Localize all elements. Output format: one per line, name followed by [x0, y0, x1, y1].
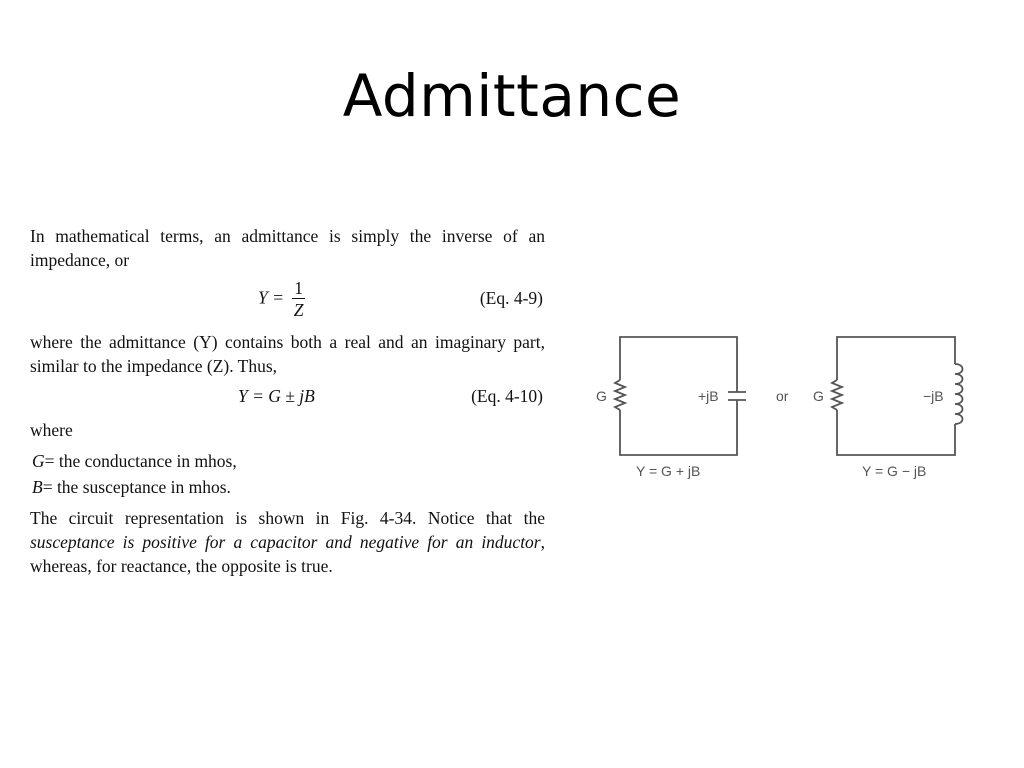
definition-g: [32, 448, 545, 474]
definition-symbol: G: [32, 451, 45, 471]
equation-4-10-expression: Y = G ± jB: [238, 386, 315, 406]
left-circuit-caption: Y = G + jB: [636, 463, 701, 479]
left-circuit-bottom-wire: [620, 404, 737, 455]
circuit-paragraph-part1: The circuit representation is shown in Fig. 4-34. Notice that the: [30, 508, 545, 528]
paragraph-admittance-parts: where the admittance (Y) contains both a real and an imaginary part, similar to the impedance (Z). Thus,: [30, 332, 545, 376]
right-resistor-icon: [832, 380, 842, 410]
equation-4-10-label: (Eq. 4-10): [471, 386, 543, 406]
circuit-paragraph-part2: , whereas, for reactance, the opposite is true.: [30, 532, 545, 576]
left-jb-label: +jB: [698, 388, 719, 404]
right-circuit-caption: Y = G − jB: [862, 463, 927, 479]
intro-paragraph: In mathematical terms, an admittance is simply the inverse of an impedance, or: [30, 226, 545, 270]
right-circuit-bottom-wire: [837, 410, 955, 455]
equation-4-9-lhs: Y =: [258, 287, 284, 308]
left-circuit-top-wire: [620, 337, 737, 388]
where-label: where: [30, 420, 73, 440]
definition-b: [32, 474, 545, 500]
fraction-numerator: 1: [294, 278, 304, 298]
equation-4-9-expression: [258, 278, 305, 321]
equation-4-9: [30, 272, 545, 324]
left-g-label: G: [596, 388, 607, 404]
definition-text: = the susceptance in mhos.: [42, 477, 231, 497]
admittance-circuit-figure: [590, 330, 990, 490]
left-circuit: [615, 337, 746, 455]
equation-4-9-label: (Eq. 4-9): [479, 288, 543, 308]
circuit-paragraph-italic: susceptance is positive for a capacitor and negative for an inductor: [30, 532, 541, 552]
definition-text: = the conductance in mhos,: [44, 451, 237, 471]
or-label: or: [776, 388, 789, 404]
inductor-coil-icon: [955, 364, 963, 424]
equation-4-10: [30, 378, 545, 418]
fraction-denominator: Z: [293, 300, 304, 320]
right-circuit-top-wire: [837, 337, 955, 380]
slide-title: Admittance: [342, 62, 682, 130]
text-column: [30, 224, 545, 578]
definitions-list: [32, 448, 545, 500]
definition-symbol: B: [32, 477, 43, 497]
right-g-label: G: [813, 388, 824, 404]
circuit-paragraph: [30, 506, 545, 578]
left-resistor-icon: [615, 380, 625, 410]
fraction: [292, 278, 305, 321]
right-jb-label: −jB: [923, 388, 944, 404]
